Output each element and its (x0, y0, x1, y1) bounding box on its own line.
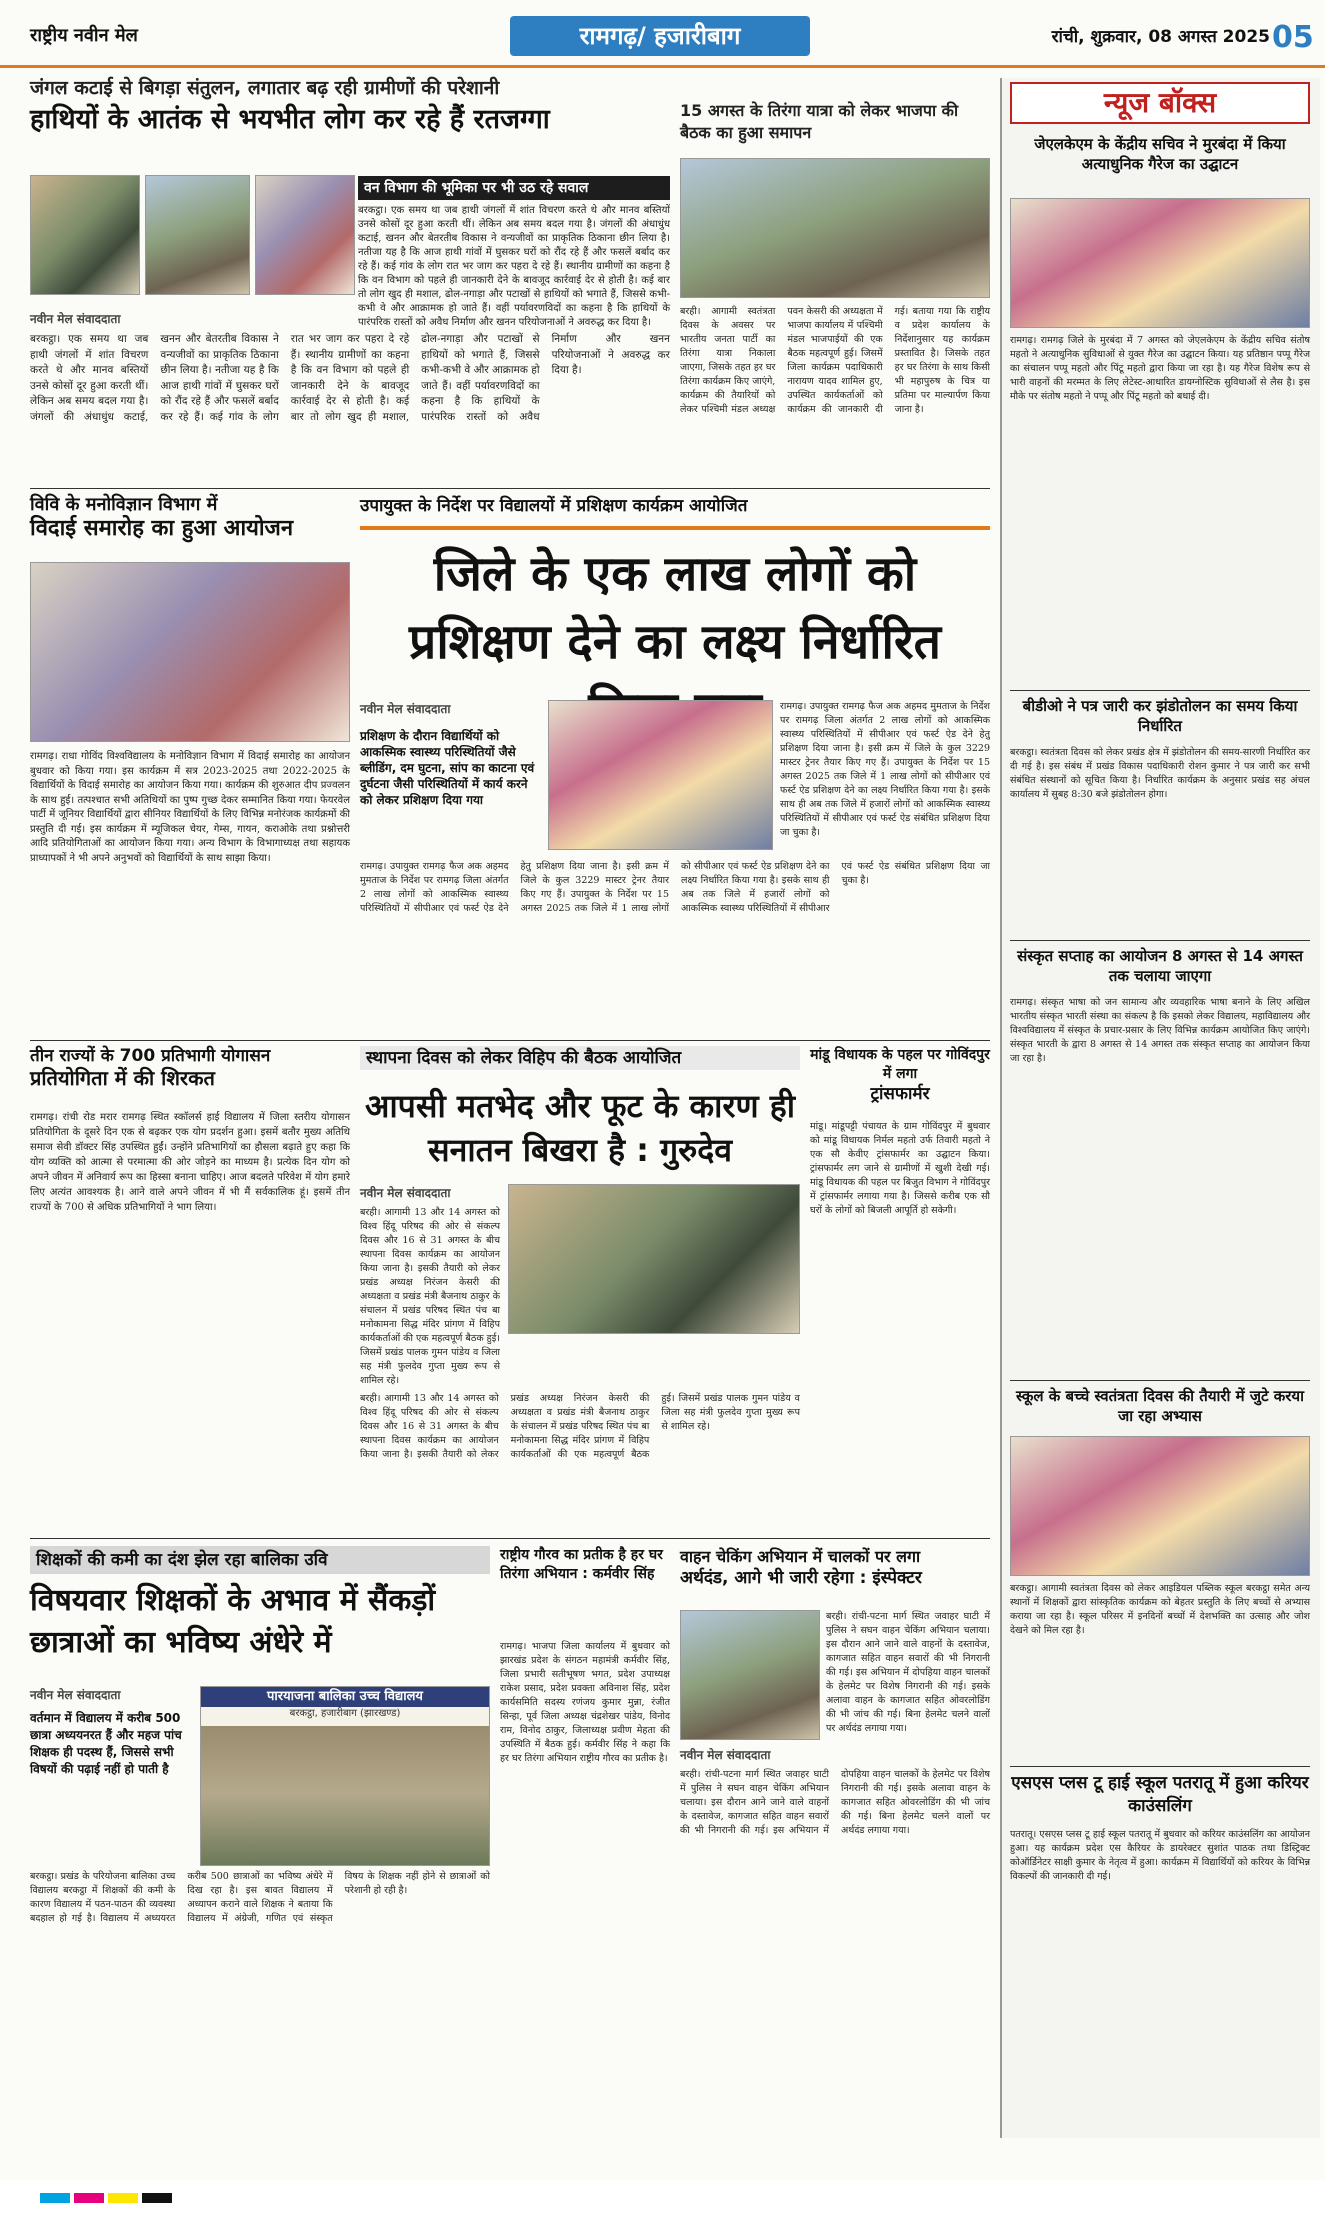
newsbox-body: बरकट्ठा। स्वतंत्रता दिवस को लेकर प्रखंड क्षेत्र में झंडोतोलन की समय-सारणी निर्धारित कर दी गई है। इस संबंध में प्रखंड विकास पदाधिकारी रोशन कुमार ने पत्र जारी कर सभी संबंधित संस्थानों को सूचित किया है। निर्धारित कार्यक्रम के अनुसार प्रखंड सह अंचल कार्यालय में सुबह 8:30 बजे झंडोतोलन होगा। (1010, 747, 1310, 800)
farewell-photo (30, 562, 350, 742)
article-kicker: तीन राज्यों के 700 प्रतिभागी योगासन (30, 1046, 271, 1066)
article-body: रामगढ़। उपायुक्त रामगढ़ फैज अक अहमद मुमताज के निर्देश पर रामगढ़ जिला अंतर्गत 2 लाख लोगों को आकस्मिक स्वास्थ्य परिस्थितियों में सीपीआर एवं फर्स्ट ऐड देने हेतु प्रशिक्षण दिया जाना है। इसी क्रम में जिले के कुल 3229 मास्टर ट्रेनर तैयार किए गए हैं। उपायुक्त के निर्देश पर 15 अगस्त 2025 तक जिले में 1 लाख लोगों को सीपीआर एवं फर्स्ट ऐड प्रशिक्षण देने का लक्ष्य निर्धारित किया गया है। इसके साथ ही अब तक जिले में हजारों लोगों को आकस्मिक स्वास्थ्य परिस्थितियों में सीपीआर एवं फर्स्ट ऐड संबंधित प्रशिक्षण दिया जा चुका है। (360, 861, 990, 914)
vehicle-check-photo (680, 1610, 820, 1740)
article-headline: आपसी मतभेद और फूट के कारण ही सनातन बिखरा है : गुरुदेव (364, 1087, 796, 1169)
masthead (0, 0, 1325, 68)
article-body: रामगढ़। भाजपा जिला कार्यालय में बुधवार को झारखंड प्रदेश के संगठन महामंत्री कर्मवीर सिंह, जिला प्रभारी सतीभूषण भगत, प्रदेश उपाध्यक्ष राकेश प्रसाद, प्रदेश प्रवक्ता अविनाश सिंह, प्रदेश कार्यसमिति सदस्य रणंजय कुमार मुन्ना, रंजीत सिन्हा, पूर्व जिला अध्यक्ष चंद्रशेखर पांडेय, विनोद राम, विनोद ठाकुर, जिलाध्यक्ष प्रवीण मेहता की उपस्थिति में बैठक हुई। कर्मवीर सिंह ने कहा कि हर घर तिरंगा अभियान राष्ट्रीय गौरव का प्रतीक है। (500, 1641, 670, 1764)
article-body-intro: बरकट्ठा। एक समय था जब हाथी जंगलों में शांत विचरण करते थे और मानव बस्तियों उनसे कोसों दूर हुआ करती थीं। लेकिन अब समय बदल गया है। जंगलों की अंधाधुंध कटाई, खनन और बेतरतीब विकास ने वन्यजीवों का प्राकृतिक ठिकाना छीन लिया है। नतीजा यह है कि आज हाथी गांवों में घुसकर घरों को रौंद रहे हैं और फसलें बर्बाद कर रहे हैं। कई गांव के लोग रात भर जाग कर पहरा दे रहे हैं। स्थानीय ग्रामीणों का कहना है कि वन विभाग को पहले ही जानकारी देने के बावजूद कार्रवाई देर से होती है। कई बार तो लोग खुद ही मशाल, ढोल-नगाड़ा और पटाखों से हाथियों को भगाते हैं, जिससे कभी-कभी वे और आक्रामक हो जाते हैं। वहीं पर्यावरणविदों का कहना है कि हाथियों के पारंपरिक रास्तों को अवैध निर्माण और खनन परियोजनाओं ने अवरुद्ध कर दिया है। (358, 205, 670, 328)
section-title: रामगढ़/ हजारीबाग (510, 16, 810, 56)
article-karmveer-header (500, 1546, 670, 1636)
divider (1010, 1766, 1310, 1767)
newsbox-headline: संस्कृत सप्ताह का आयोजन 8 अगस्त से 14 अगस्त तक चलाया जाएगा (1017, 947, 1303, 985)
article-kicker: मांडू विधायक के पहल पर गोविंदपुर में लगा (810, 1047, 990, 1082)
divider (30, 1538, 990, 1539)
newspaper-logo: राष्ट्रीय नवीन मेल (30, 25, 138, 46)
article-highlight: प्रशिक्षण के दौरान विद्यार्थियों को आकस्मिक स्वास्थ्य परिस्थितियों जैसे ब्लीडिंग, दम घुटना, सांप का काटना एवं दुर्घटना जैसी परिस्थितियों में कार्य करने को लेकर प्रशिक्षण दिया गया (360, 729, 535, 807)
dateline: रांची, शुक्रवार, 08 अगस्त 2025 (1051, 27, 1270, 47)
article-byline: नवीन मेल संवाददाता (30, 1688, 121, 1702)
article-kicker: स्थापना दिवस को लेकर विहिप की बैठक आयोजित (360, 1046, 800, 1070)
training-photo (548, 700, 773, 850)
divider (30, 1040, 990, 1041)
article-headline: राष्ट्रीय गौरव का प्रतीक है हर घर तिरंगा अभियान : कर्मवीर सिंह (500, 1547, 663, 1582)
article-subheading: वन विभाग की भूमिका पर भी उठ रहे सवाल (358, 176, 670, 200)
article-byline: नवीन मेल संवाददाता (30, 312, 121, 326)
article-byline: नवीन मेल संवाददाता (680, 1748, 771, 1762)
newsbox-headline: स्कूल के बच्चे स्वतंत्रता दिवस की तैयारी में जुटे करया जा रहा अभ्यास (1015, 1387, 1305, 1425)
newsbox-body: रामगढ़। संस्कृत भाषा को जन सामान्य और व्यवहारिक भाषा बनाने के लिए अखिल भारतीय संस्कृत भारती संस्था का संकल्प है कि इसको लेकर विद्यालय, महाविद्यालय और विश्वविद्यालय में संस्कृत के प्रचार-प्रसार के लिए विभिन्न कार्यक्रम आयोजित किए जाएंगे। संस्कृत भारती के द्वारा 8 अगस्त से 14 अगस्त तक संस्कृत सप्ताह का आयोजन किया जा रहा है। (1010, 997, 1310, 1064)
article-body: बरकट्ठा। एक समय था जब हाथी जंगलों में शांत विचरण करते थे और मानव बस्तियों उनसे कोसों दूर हुआ करती थीं। लेकिन अब समय बदल गया है। जंगलों की अंधाधुंध कटाई, खनन और बेतरतीब विकास ने वन्यजीवों का प्राकृतिक ठिकाना छीन लिया है। नतीजा यह है कि आज हाथी गांवों में घुसकर घरों को रौंद रहे हैं और फसलें बर्बाद कर रहे हैं। कई गांव के लोग रात भर जाग कर पहरा दे रहे हैं। स्थानीय ग्रामीणों का कहना है कि वन विभाग को पहले ही जानकारी देने के बावजूद कार्रवाई देर से होती है। कई बार तो लोग खुद ही मशाल, ढोल-नगाड़ा और पटाखों से हाथियों को भगाते हैं, जिससे कभी-कभी वे और आक्रामक हो जाते हैं। वहीं पर्यावरणविदों का कहना है कि हाथियों के पारंपरिक रास्तों को अवैध निर्माण और खनन परियोजनाओं ने अवरुद्ध कर दिया है। (30, 333, 670, 423)
divider (1010, 940, 1310, 941)
article-kicker: जंगल कटाई से बिगड़ा संतुलन, लगातार बढ़ रही ग्रामीणों की परेशानी (30, 77, 500, 99)
registration-strip (0, 2180, 1325, 2205)
newsbox-headline: एसएस प्लस टू हाई स्कूल पतरातू में हुआ करियर काउंसलिंग (1011, 1773, 1309, 1816)
divider (1010, 690, 1310, 691)
newsbox-body: बरकट्ठा। आगामी स्वतंत्रता दिवस को लेकर आइडियल पब्लिक स्कूल बरकट्ठा समेत अन्य स्थानों में शिक्षकों द्वारा सांस्कृतिक कार्यक्रम को बेहतर प्रस्तुति के लिए बच्चों से अभ्यास कराया जा रहा है। स्कूल परिसर में इनदिनों बच्चों में देशभक्ति का उत्साह और जोश देखने को मिल रहा है। (1010, 1583, 1310, 1636)
article-body: मांडू। मांडूपट्टी पंचायत के ग्राम गोविंदपुर में बुधवार को मांडू विधायक निर्मल महतो उर्फ तिवारी महतो ने एक सौ केवीए ट्रांसफार्मर का उद्घाटन किया। ट्रांसफार्मर लग जाने से ग्रामीणों में खुशी देखी गई। मांडू विधायक की पहल पर बिजुत विभाग ने गोविंदपुर में ट्रांसफार्मर लगाया गया है। जिससे करीब एक सौ घरों के लोगों को बिजली आपूर्ति हो सकेगी। (810, 1121, 990, 1216)
news-box-title: न्यूज बॉक्स (1010, 82, 1310, 124)
garage-photo (1010, 198, 1310, 328)
article-body: रामगढ़। रांची रोड मरार रामगढ़ स्थित स्कॉलर्स हाई विद्यालय में जिला स्तरीय योगासन प्रतियोगिता के दूसरे दिन एक से बढ़कर एक योग प्रदर्शन हुआ। इसमें बतौर मुख्य अतिथि समाज सेवी डॉक्टर सिंह उपस्थित हुईं। उन्होंने प्रतिभागियों का हौसला बढ़ाते हुए कहा कि योग व्यक्ति को आत्मा से परमात्मा की ओर जोड़ने का माध्यम है। प्रत्येक दिन योग को अपने जीवन में अनिवार्य रूप का हिस्सा बनाना चाहिए। आज बदलते परिवेश में योग हमारे लिए अत्यंत आवश्यक है। आने वाले अपने जीवन में भी मैं सर्वकालिक हूं। इसमें तीन राज्यों के 700 से अधिक प्रतिभागियों ने भाग लिया। (30, 1112, 350, 1213)
article-kicker: शिक्षकों की कमी का दंश झेल रहा बालिका उवि (30, 1546, 490, 1574)
article-highlight: वर्तमान में विद्यालय में करीब 500 छात्रा अध्ययनरत हैं और महज पांच शिक्षक ही पदस्थ हैं, जिससे सभी विषयों की पढ़ाई नहीं हो पाती है (30, 1711, 182, 1776)
article-body-side: बरही। आगामी 13 और 14 अगस्त को विश्व हिंदू परिषद की ओर से संकल्प दिवस और 16 से 31 अगस्त के बीच स्थापना दिवस कार्यक्रम का आयोजन किया जाना है। इसकी तैयारी को लेकर प्रखंड अध्यक्ष निरंजन केसरी की अध्यक्षता व प्रखंड मंत्री बैजनाथ ठाकुर के संचालन में प्रखंड परिषद स्थित पंच बा मनोकामना सिद्ध मंदिर प्रांगण में विहिप कार्यकर्ताओं की एक महत्वपूर्ण बैठक हुई। जिसमें प्रखंड पालक गुमन पांडेय व जिला सह मंत्री फुलदेव गुप्ता मुख्य रूप से शामिल रहे। (360, 1207, 500, 1386)
article-kicker: वाहन चेकिंग अभियान में चालकों पर लगा (680, 1547, 921, 1566)
newsbox-headline: बीडीओ ने पत्र जारी कर झंडोतोलन का समय किया निर्धारित (1022, 697, 1298, 735)
article-body-side: रामगढ़। उपायुक्त रामगढ़ फैज अक अहमद मुमताज के निर्देश पर रामगढ़ जिला अंतर्गत 2 लाख लोगों को आकस्मिक स्वास्थ्य परिस्थितियों में सीपीआर एवं फर्स्ट ऐड देने हेतु प्रशिक्षण दिया जाना है। इसी क्रम में जिले के कुल 3229 मास्टर ट्रेनर तैयार किए गए हैं। उपायुक्त के निर्देश पर 15 अगस्त 2025 तक जिले में 1 लाख लोगों को सीपीआर एवं फर्स्ट ऐड प्रशिक्षण देने का लक्ष्य निर्धारित किया गया है। इसके साथ ही अब तक जिले में हजारों लोगों को आकस्मिक स्वास्थ्य परिस्थितियों में सीपीआर एवं फर्स्ट ऐड संबंधित प्रशिक्षण दिया जा चुका है। (780, 701, 990, 838)
article-body: रामगढ़। राधा गोविंद विश्वविद्यालय के मनोविज्ञान विभाग में विदाई समारोह का आयोजन बुधवार को किया गया। इस कार्यक्रम में सत्र 2023-2025 तथा 2022-2025 के विद्यार्थियों के विदाई समारोह का आयोजन किया गया। कार्यक्रम की शुरुआत दीप प्रज्वलन के साथ हुई। तत्पश्चात सभी अतिथियों का पुष्प गुच्छ देकर सम्मानित किया गया। फेयरवेल पार्टी में जूनियर विद्यार्थियों द्वारा सीनियर विद्यार्थियों के लिए विभिन्न मनोरंजक कार्यक्रमों की प्रस्तुति दी गई। इस कार्यक्रम में म्यूजिकल चेयर, गेम्स, गायन, कराओके तथा प्रश्नोत्तरी आदि प्रतियोगिताओं का आयोजन किया गया। अन्य विभाग के विभागाध्यक्ष तथा सहायक प्राध्यापकों ने भी अपने अनुभवों को विद्यार्थियों के साथ साझा किया। (30, 751, 350, 864)
article-transformer-header (810, 1046, 990, 1116)
elephant-photo-1 (30, 175, 140, 295)
article-yoga-header (30, 1046, 350, 1106)
article-headline: प्रतियोगिता में की शिरकत (30, 1066, 215, 1091)
article-headline: हाथियों के आतंक से भयभीत लोग कर रहे हैं रतजग्गा (30, 104, 550, 135)
article-headline: ट्रांसफार्मर (870, 1084, 930, 1104)
divider (1010, 1380, 1310, 1381)
school-photo (200, 1686, 490, 1866)
article-byline: नवीन मेल संवाददाता (360, 1186, 451, 1200)
newsbox-body: रामगढ़। रामगढ़ जिले के मुरबंदा में 7 अगस्त को जेएलकेएम के केंद्रीय सचिव संतोष महतो ने अत्याधुनिक सुविधाओं से युक्त गैरेज का उद्घाटन किया। यह प्रतिष्ठान पप्पू गैरेज का संचालन पप्पू महतो और पिंटू महतो द्वारा किया जा रहा है। यह गैरेज विशेष रूप से भारी वाहनों की मरम्मत के लिए लेटेस्ट-आधारित डायग्नोस्टिक सुविधाओं से लैस है। इस मौके पर संतोष महतो ने पप्पू और पिंटू महतो को बधाई दी। (1010, 335, 1310, 402)
article-headline: विषयवार शिक्षकों के अभाव में सैंकड़ों छात्राओं का भविष्य अंधेरे में (30, 1583, 436, 1660)
article-body: बरही। आगामी 13 और 14 अगस्त को विश्व हिंदू परिषद की ओर से संकल्प दिवस और 16 से 31 अगस्त के बीच स्थापना दिवस कार्यक्रम का आयोजन किया जाना है। इसकी तैयारी को लेकर प्रखंड अध्यक्ष निरंजन केसरी की अध्यक्षता व प्रखंड मंत्री बैजनाथ ठाकुर के संचालन में प्रखंड परिषद स्थित पंच बा मनोकामना सिद्ध मंदिर प्रांगण में विहिप कार्यकर्ताओं की एक महत्वपूर्ण बैठक हुई। जिसमें प्रखंड पालक गुमन पांडेय व जिला सह मंत्री फुलदेव गुप्ता मुख्य रूप से शामिल रहे। (360, 1393, 800, 1460)
divider (360, 526, 990, 530)
article-kicker: विवि के मनोविज्ञान विभाग में (30, 494, 218, 515)
elephant-photo-2 (145, 175, 250, 295)
bjp-meeting-photo (680, 158, 990, 298)
article-kicker: उपायुक्त के निर्देश पर विद्यालयों में प्रशिक्षण कार्यक्रम आयोजित (360, 496, 748, 516)
article-body: बरही। रांची-पटना मार्ग स्थित जवाहर घाटी में पुलिस ने सघन वाहन चेकिंग अभियान चलाया। इस दौरान आने जाने वाले वाहनों के दस्तावेज, कागजात सहित वाहन सवारों की भी निगरानी की गई। इस अभियान में दोपहिया वाहन चालकों के हेलमेट पर विशेष निगरानी की गई। इसके अलावा वाहन के कागजात सहित ओवरलोडिंग की भी जांच की गई। बिना हेलमेट चलने वालों पर अर्थदंड लगाया गया। (680, 1769, 990, 1836)
article-university-header (30, 494, 350, 558)
article-headline: विदाई समारोह का हुआ आयोजन (30, 515, 294, 541)
article-headline: अर्थदंड, आगे भी जारी रहेगा : इंस्पेक्टर (680, 1568, 922, 1588)
article-headline: जिले के एक लाख लोगों को प्रशिक्षण देने का लक्ष्य निर्धारित (409, 546, 941, 670)
divider (30, 488, 990, 489)
article-vehicle-header (680, 1546, 990, 1606)
vhp-meeting-photo (508, 1184, 800, 1334)
newsbox-body: पतरातू। एसएस प्लस टू हाई स्कूल पतरातू में बुधवार को करियर काउंसलिंग का आयोजन हुआ। यह कार्यक्रम प्रदेश एस कैरियर के डायरेक्टर सुशांत पाठक तथा डिस्ट्रिक्ट कोऑर्डिनेटर साक्षी कुमार के नेतृत्व में हुआ। कार्यक्रम में विद्यार्थियों को करियर के विभिन्न विकल्पों की जानकारी दी गई। (1010, 1829, 1310, 1882)
page-number: 05 (1272, 20, 1314, 55)
article-byline: नवीन मेल संवाददाता (360, 702, 451, 716)
article-headline: 15 अगस्त के तिरंगा यात्रा को लेकर भाजपा की बैठक का हुआ समापन (680, 101, 959, 142)
article-body: बरकट्ठा। प्रखंड के परियोजना बालिका उच्च विद्यालय बरकट्ठा में शिक्षकों की कमी के कारण विद्यालय में पठन-पाठन की व्यवस्था बदहाल हो गई है। विद्यालय में अध्ययरत करीब 500 छात्राओं का भविष्य अंधेरे में दिख रहा है। इस बावत विद्यालय में अध्यापन कराने वाले शिक्षक ने बताया कि विद्यालय में अंग्रेजी, गणित एवं संस्कृत विषय के शिक्षक नहीं होने से छात्राओं को परेशानी हो रही है। (30, 1871, 490, 1924)
school-signboard-sub: बरकट्ठा, हजारीबाग (झारखण्ड) (289, 1708, 401, 1719)
color-swatches (0, 2180, 1325, 2215)
article-bjp-header (680, 100, 990, 150)
elephant-photo-3 (255, 175, 355, 295)
school-children-photo (1010, 1436, 1310, 1576)
article-body-side: बरही। रांची-पटना मार्ग स्थित जवाहर घाटी में पुलिस ने सघन वाहन चेकिंग अभियान चलाया। इस दौरान आने जाने वाले वाहनों के दस्तावेज, कागजात सहित वाहन सवारों की भी निगरानी की गई। इस अभियान में दोपहिया वाहन चालकों के हेलमेट पर विशेष निगरानी की गई। इसके अलावा वाहन के कागजात सहित ओवरलोडिंग की भी जांच की गई। बिना हेलमेट चलने वालों पर अर्थदंड लगाया गया। (826, 1611, 990, 1734)
newsbox-headline: जेएलकेएम के केंद्रीय सचिव ने मुरबंदा में किया अत्याधुनिक गैरेज का उद्घाटन (1034, 135, 1286, 173)
article-elephant-header (30, 76, 670, 136)
article-body: बरही। आगामी स्वतंत्रता दिवस के अवसर पर भारतीय जनता पार्टी का तिरंगा यात्रा निकाला जाएगा, जिसके तहत हर घर तिरंगा कार्यक्रम किए जाएंगे, कार्यक्रम की तैयारियों को लेकर पश्चिमी मंडल अध्यक्ष पवन केसरी की अध्यक्षता में भाजपा कार्यालय में पश्चिमी मंडल भाजपाईयों की एक बैठक महत्वपूर्ण हुई। जिसमें जिला कार्यक्रम पदाधिकारी नारायण यादव शामिल हुए, उपस्थित कार्यकर्ताओं को कार्यक्रम की जानकारी दी गई। बताया गया कि राष्ट्रीय व प्रदेश कार्यालय के निर्देशानुसार यह कार्यक्रम प्रस्तावित है। जिसके तहत हर घर तिरंगा के साथ किसी भी महापुरुष के चित्र या प्रतिमा पर माल्यार्पण किया जाना है। (680, 306, 990, 415)
school-signboard: पारयाजना बालिका उच्च विद्यालय (201, 1687, 489, 1707)
